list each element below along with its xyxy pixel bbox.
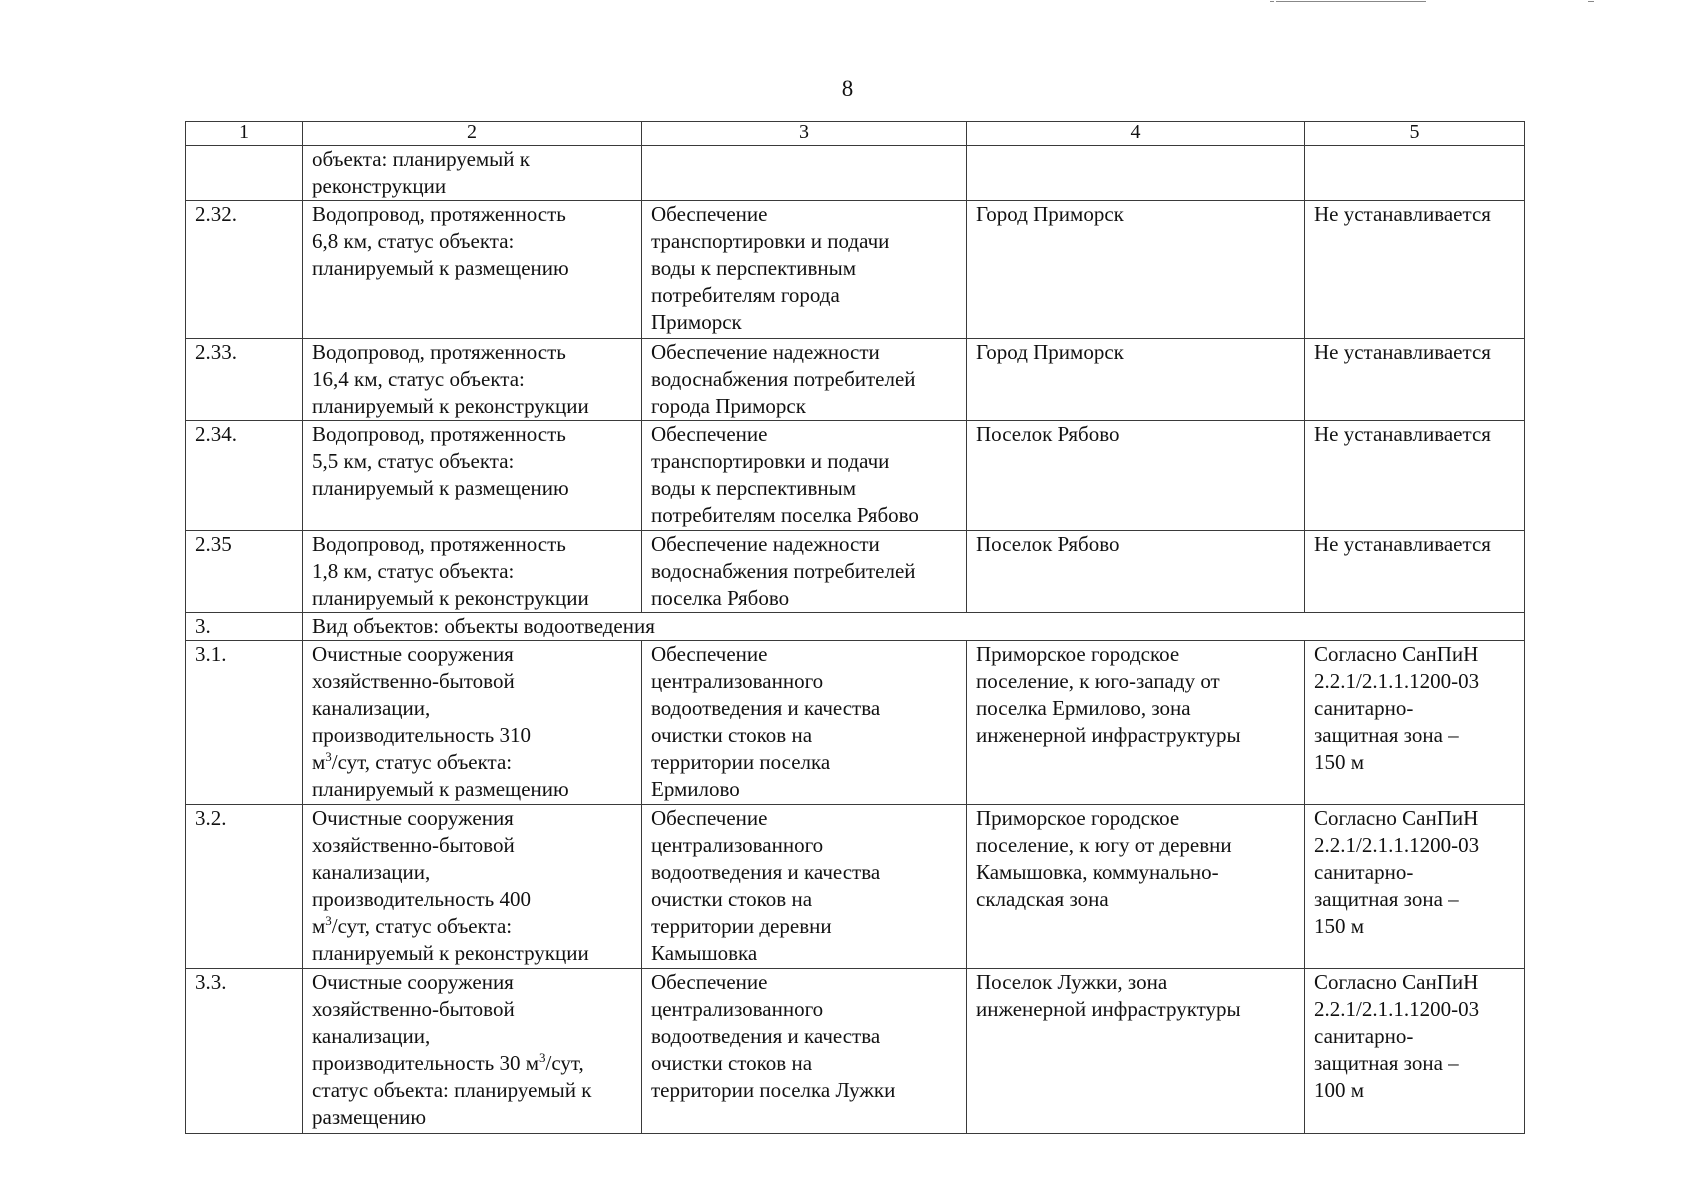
page-number: 8 (841, 76, 854, 101)
object-text: Очистные сооружения хозяйственно-бытовой канализации, производительность 30 м (312, 970, 540, 1075)
zone-cell: Не устанавливается (1305, 201, 1525, 339)
object-text-continued: /сут, статус объекта: планируемый к размещению (312, 750, 569, 801)
location-cell: Приморское городское поселение, к югу от деревни Камышовка, коммунально- складская зона (967, 805, 1305, 969)
location-cell: Поселок Лужки, зона инженерной инфраструктуры (967, 969, 1305, 1134)
location-cell: Город Приморск (967, 339, 1305, 421)
objects-table (185, 121, 1525, 1134)
location-cell: Поселок Рябово (967, 421, 1305, 531)
location-cell (967, 146, 1305, 201)
location-cell: Приморское городское поселение, к юго-западу от поселка Ермилово, зона инженерной инфраструктуры (967, 641, 1305, 805)
zone-cell: Согласно СанПиН 2.2.1/2.1.1.1200-03 санитарно- защитная зона – 150 м (1305, 805, 1525, 969)
table-row (186, 146, 1525, 201)
purpose-cell: Обеспечение транспортировки и подачи воды к перспективным потребителям города Приморск (642, 201, 967, 339)
object-cell (303, 641, 642, 805)
purpose-cell: Обеспечение транспортировки и подачи воды к перспективным потребителям поселка Рябово (642, 421, 967, 531)
object-text-continued: /сут, статус объекта: планируемый к реконструкции (312, 914, 589, 965)
object-cell: Водопровод, протяженность 6,8 км, статус объекта: планируемый к размещению (303, 201, 642, 339)
object-cell (303, 805, 642, 969)
table-row (186, 969, 1525, 1134)
table-row (186, 641, 1525, 805)
location-cell: Город Приморск (967, 201, 1305, 339)
column-number-3: 3 (642, 122, 967, 146)
object-cell: Водопровод, протяженность 5,5 км, статус объекта: планируемый к размещению (303, 421, 642, 531)
object-text-continued: /сут, статус объекта: планируемый к размещению (312, 1051, 592, 1129)
object-cell: объекта: планируемый к реконструкции (303, 146, 642, 201)
row-number: 2.35 (186, 531, 303, 613)
column-number-2: 2 (303, 122, 642, 146)
table-row (186, 531, 1525, 613)
purpose-cell: Обеспечение надежности водоснабжения потребителей города Приморск (642, 339, 967, 421)
section-number: 3. (186, 613, 303, 641)
row-number: 3.2. (186, 805, 303, 969)
purpose-cell: Обеспечение надежности водоснабжения потребителей поселка Рябово (642, 531, 967, 613)
superscript: 3 (539, 1050, 546, 1065)
location-cell: Поселок Рябово (967, 531, 1305, 613)
zone-cell: Согласно СанПиН 2.2.1/2.1.1.1200-03 санитарно- защитная зона – 100 м (1305, 969, 1525, 1134)
column-number-1: 1 (186, 122, 303, 146)
section-title: Вид объектов: объекты водоотведения (303, 613, 1525, 641)
scan-marks (1270, 0, 1600, 4)
purpose-cell: Обеспечение централизованного водоотведения и качества очистки стоков на территории поселка Ермилово (642, 641, 967, 805)
purpose-cell (642, 146, 967, 201)
column-number-4: 4 (967, 122, 1305, 146)
table-row (186, 201, 1525, 339)
row-number: 2.33. (186, 339, 303, 421)
zone-cell: Не устанавливается (1305, 339, 1525, 421)
row-number: 3.1. (186, 641, 303, 805)
column-number-5: 5 (1305, 122, 1525, 146)
zone-cell (1305, 146, 1525, 201)
section-row (186, 613, 1525, 641)
superscript: 3 (325, 749, 332, 764)
row-number: 3.3. (186, 969, 303, 1134)
table-header-row (186, 122, 1525, 146)
object-cell: Водопровод, протяженность 16,4 км, статус объекта: планируемый к реконструкции (303, 339, 642, 421)
table-row (186, 421, 1525, 531)
object-text: Очистные сооружения хозяйственно-бытовой канализации, производительность 310 м (312, 642, 532, 774)
object-text: Очистные сооружения хозяйственно-бытовой канализации, производительность 400 м (312, 806, 532, 938)
purpose-cell: Обеспечение централизованного водоотведения и качества очистки стоков на территории деревни Камышовка (642, 805, 967, 969)
zone-cell: Не устанавливается (1305, 421, 1525, 531)
row-number: 2.32. (186, 201, 303, 339)
object-cell: Водопровод, протяженность 1,8 км, статус объекта: планируемый к реконструкции (303, 531, 642, 613)
superscript: 3 (325, 913, 332, 928)
object-cell (303, 969, 642, 1134)
zone-cell: Не устанавливается (1305, 531, 1525, 613)
table-row (186, 339, 1525, 421)
row-number: 2.34. (186, 421, 303, 531)
zone-cell: Согласно СанПиН 2.2.1/2.1.1.1200-03 санитарно- защитная зона – 150 м (1305, 641, 1525, 805)
row-number (186, 146, 303, 201)
purpose-cell: Обеспечение централизованного водоотведения и качества очистки стоков на территории поселка Лужки (642, 969, 967, 1134)
table-row (186, 805, 1525, 969)
